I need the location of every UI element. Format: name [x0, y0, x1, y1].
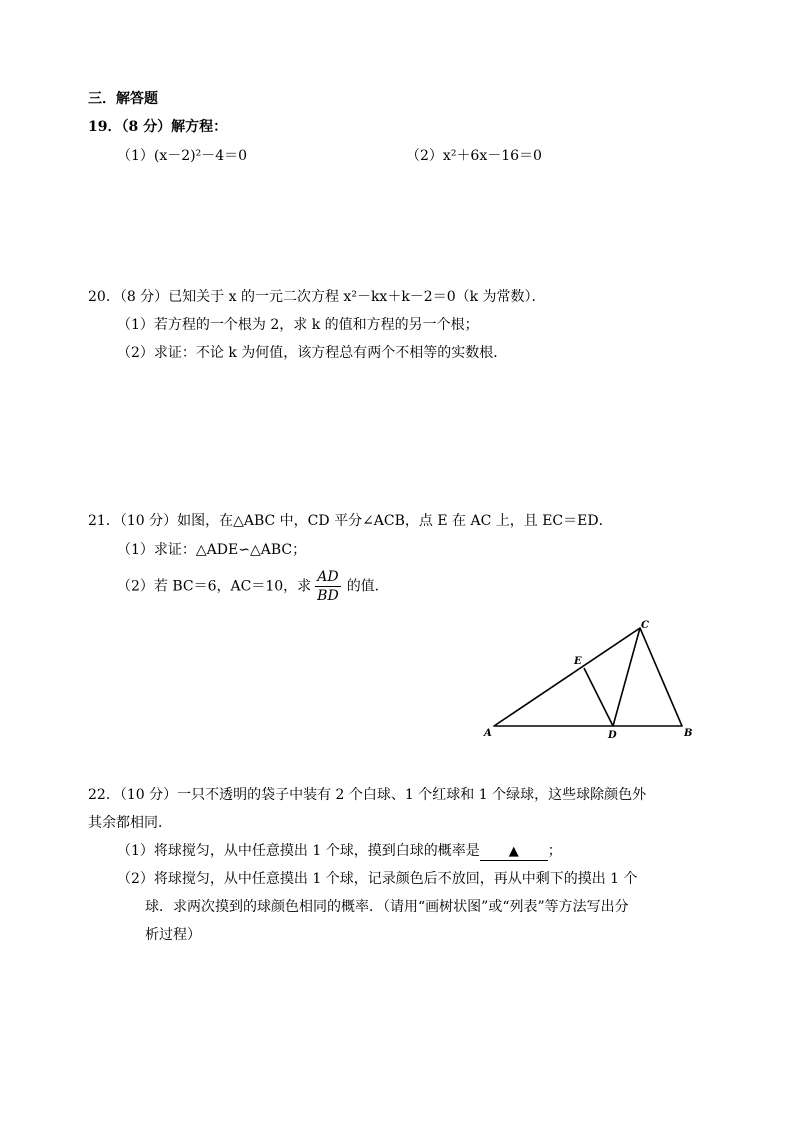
fraction-denominator: BD: [317, 588, 339, 604]
question-21-part-2-suffix: 的值．: [346, 578, 389, 595]
question-19-number: 19．: [88, 119, 122, 135]
question-20-stem: 已知关于 x 的一元二次方程 x²－kx＋k－2＝0（k 为常数）．: [168, 289, 546, 305]
question-19-part-2-label: （2）: [406, 148, 443, 164]
label-b: B: [684, 728, 693, 739]
label-d: D: [608, 730, 617, 741]
question-19-equation-1: (x－2)²－4＝0: [153, 148, 248, 164]
question-19-header: [88, 117, 227, 137]
question-21-points: （10 分）: [119, 513, 178, 529]
question-22-part-1: [117, 841, 562, 861]
label-a: A: [484, 728, 492, 739]
question-19-part-1: [117, 146, 247, 166]
question-22-part-2-line-1: （2）将球搅匀，从中任意摸出 1 个球，记录颜色后不放回，再从中剩下的摸出 1 个: [117, 871, 638, 887]
question-19-points: （8 分）: [121, 119, 172, 135]
question-19-part-1-label: （1）: [117, 148, 154, 164]
question-21-part-2: [117, 568, 389, 605]
question-19-equation-2: x²＋6x－16＝0: [442, 148, 542, 164]
question-20-part-2: （2）求证：不论 k 为何值，该方程总有两个不相等的实数根．: [117, 345, 508, 361]
question-20-number: 20．: [88, 289, 120, 305]
question-22-part-2-line-2: 球．求两次摸到的球颜色相同的概率．（请用“画树状图”或“列表”等方法写出分: [145, 899, 629, 915]
question-22-part-1-suffix: ；: [547, 843, 562, 859]
question-22-part-1-prefix: （1）将球搅匀，从中任意摸出 1 个球，摸到白球的概率是: [117, 843, 480, 859]
question-22-stem-line-1: 一只不透明的袋子中装有 2 个白球、1 个红球和 1 个绿球，这些球除颜色外: [177, 787, 647, 803]
segment-ed: [584, 668, 613, 726]
label-e: E: [574, 656, 582, 667]
question-22-stem-line-2: 其余都相同．: [88, 815, 172, 831]
triangle-figure: [480, 618, 700, 746]
answer-blank: ▲: [480, 844, 548, 861]
question-22-points: （10 分）: [119, 787, 178, 803]
question-22-part-2-line-3: 析过程）: [145, 927, 201, 943]
question-21-number: 21．: [88, 513, 120, 529]
question-19-prompt: 解方程：: [171, 119, 228, 135]
question-21-part-2-prefix: （2）若 BC＝6，AC＝10，求: [117, 578, 312, 595]
fraction-numerator: AD: [315, 568, 341, 587]
question-19-part-2: [406, 146, 542, 166]
question-20-part-1: （1）若方程的一个根为 2，求 k 的值和方程的另一个根；: [117, 317, 479, 333]
fraction-ad-over-bd: [315, 568, 341, 605]
question-21-header: [88, 511, 613, 531]
question-22-header: [88, 785, 646, 805]
question-20-header: [88, 287, 546, 307]
question-21-part-1: （1）求证：△ADE∽△ABC；: [117, 542, 307, 558]
question-21-stem: 如图，在△ABC 中，CD 平分∠ACB，点 E 在 AC 上，且 EC＝ED．: [177, 513, 613, 529]
question-22-number: 22．: [88, 787, 120, 803]
section-title: 三．解答题: [88, 91, 158, 107]
question-20-points: （8 分）: [119, 289, 169, 305]
label-c: C: [641, 620, 649, 631]
